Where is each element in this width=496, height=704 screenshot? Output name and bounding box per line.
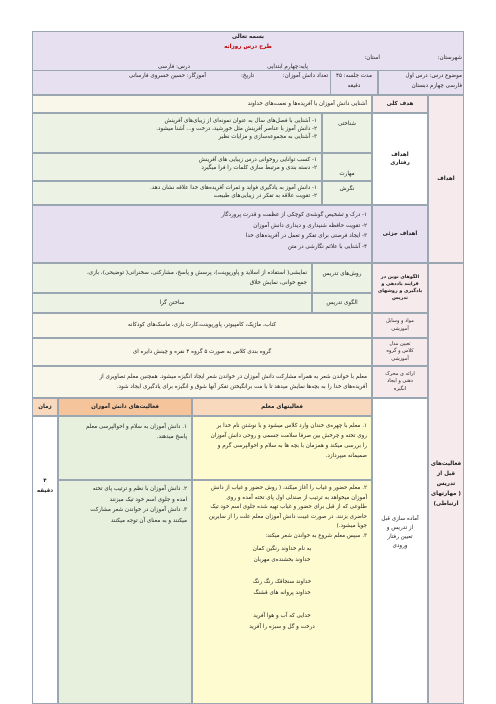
materials-label: مواد و وسایل آموزشی: [386, 318, 414, 332]
student-activity-2: ۲. دانش آموزان با نظم و ترتیب پای تخته امده و جلوی اسم خود تیک میزنند ۳. دانش آموزان در خواندن شعر مشارکت میکنند و به معنای آن توجه میکنند: [90, 486, 187, 524]
time-header: [32, 398, 58, 416]
goals-section-label: [428, 95, 464, 263]
partial-goals-label: [372, 205, 428, 263]
overall-goal-label: [372, 95, 428, 113]
overall-goal-text: آشنایی دانش آموزان با آفریده‌ها و نعمت‌های خداوند: [247, 100, 367, 107]
motivation-cell: [32, 366, 372, 398]
materials-cell: [32, 313, 372, 338]
methods-label: روش‌های تدریس: [322, 271, 362, 277]
attitude-label-cell: [322, 181, 372, 205]
skill-text: ۱- کسب توانایی روخوانی درس زیبایی های آفرینش ۲- دسته بندی و مرتبط سازی کلمات را فرا میگیرد: [198, 157, 317, 172]
skill-cell: [32, 153, 322, 181]
materials-text: کتاب، ماژیک، کامپیوتر، پاورپوینت،کارت بازی، ماسک‌های کودکانه: [127, 322, 277, 329]
teacher-activity-1: ۱. معلم با چهره‌ی خندان وارد کلاس میشود و با نوشتن نام خدا بر روی تخته و چرخش بین صرفا سلامت جسمی و روحی دانش آموزان را بررسی میکند و همزمان با بچه ها به سلام و احوالپرسی گرم و صمیمانه میپردازد.: [210, 423, 367, 459]
teacher-activity-2-cell: [192, 480, 372, 704]
modern-patterns-label: [372, 263, 428, 313]
activities-section-label: [428, 263, 464, 704]
modern-patterns-text: الگوهای نوین در فرایند یاددهی و یادگیری و روشهای تدریس: [377, 275, 423, 301]
attitude-text: ۱- دانش آموز به یادگیری فواید و ثمرات آفریده‌های خدا علاقه نشان دهد. ۲- تقویت علاقه به تفکر در زیبایی‌های طبیعت: [150, 185, 317, 200]
methods-cell: [32, 263, 312, 293]
methods-text: نمایشی( استفاده از اسلاید و پاورپوینت)، پرسش و پاسخ، مشارکتی، سخنرانی( توضیحی)، بازی، جمع خوانی، نمایش خلاق: [86, 270, 307, 286]
motivation-label-cell: [372, 366, 428, 398]
student-activity-1: ۱. دانش آموزان به سلام و احوالپرسی معلم پاسخ میدهند.: [85, 424, 187, 440]
teacher-activity-2: ۲. معلم حضور و غیاب را آغاز میکند، ( روش حضور و غیاب از دانش آموزان میخواهد به ترتیب از صندلی اول پای تخته آمده و روی طلوعی که از قبل برای حضور و غیاب تهیه شده جلوی اسم خود تیک حاضری بزنند. در صورت غیبت دانش آموزان معلم علت را از سایرین جویا میشود.) ۳. سپس معلم شروع به خواندن شعر میکند:: [209, 485, 367, 539]
readiness-column: [372, 398, 428, 704]
duration-field-2: دقیقه: [347, 83, 361, 89]
time-header-text: زمان: [38, 403, 52, 410]
cognitive-label-cell: [322, 113, 372, 153]
teacher-activities-header: [192, 398, 372, 416]
teaching-model-label-cell: [312, 293, 372, 313]
topic-field-2: فارسی چهارم دبستان: [411, 83, 462, 89]
class-model-label: تعیین مدل کلاس و گروه آموزشی: [386, 340, 414, 362]
attitude-label: نگرش: [339, 186, 355, 192]
topic-field: موضوع درس: درس اول: [405, 73, 462, 79]
date-field: تاریخ:: [240, 73, 254, 79]
teaching-model-cell: [32, 293, 312, 313]
overall-goal-cell: [32, 95, 372, 113]
methods-label-cell: [312, 263, 372, 293]
attitude-cell: [32, 181, 322, 205]
partial-goals-label-text: اهداف جزئی: [382, 230, 418, 237]
teacher-activity-1-cell: [192, 416, 372, 480]
partial-goals-cell: [32, 205, 372, 263]
subject-field: درس: فارسی: [157, 64, 190, 70]
overall-goal-label-text: هدف کلی: [386, 100, 414, 107]
skill-label-cell: [322, 153, 372, 181]
motivation-text: معلم با خواندن شعر به همراه مشارکت دانش آموزان در خواندن شعر ایجاد انگیزه میشود. همچنین معلم تصاویری از آفریده‌های خدا را به بچه‌ها نمایش میدهد تا با مت برانگیختن تفکر آنها شوق و انگیزه برای یادگیری ایجاد شود.: [99, 374, 367, 390]
partial-goals-text: ۱- درک و تشخیص گوشه‌ی کوچکی از عظمت و قدرت پروردگار ۲- تقویت حافظه شنیداری و دیداری دانش آموزان ۳- ایجاد فرصتی برای تفکر و تعمل در آفریده‌های خدا ۴- آشنایی با علائم نگارشی در متن: [221, 212, 367, 250]
cognitive-cell: [32, 113, 322, 153]
teaching-model-text: ساختن گرا: [159, 299, 185, 306]
student-count-field: تعداد دانش آموزان:: [282, 73, 328, 79]
city-field: شهرستان:: [437, 55, 462, 61]
behavioral-goals-label-text: اهداف رفتاری: [390, 151, 410, 166]
plan-title: طرح درس روزانه: [224, 44, 272, 50]
motivation-label: ارائه ی محرک ذهنی و ایجاد انگیزه: [385, 370, 415, 392]
skill-label: مهارت: [339, 171, 355, 177]
poem-text: به نام خداوند رنگین کمان خداوند بخشنده‌ی مهربان خداوند سنجاقک رنگ رنگ خداوند پروانه های قشنگ خدایی که آب و هوا آفرید درخت و گل و سبزه را آفرید: [249, 545, 315, 630]
teaching-model-label: الگوی تدریس: [326, 299, 358, 306]
readiness-label: آماده سازی قبل از تدریس و تعیین رفتار ورودی: [381, 516, 419, 549]
materials-label-cell: [372, 313, 428, 338]
teacher-field: آموزگار: حسین خسروی فارسانی: [128, 73, 206, 79]
time-value: ۴ دقیقه: [36, 478, 54, 494]
student-activity-1-cell: [58, 416, 192, 480]
time-cell: [32, 416, 58, 704]
class-model-text: گروه بندی کلاس به صورت ۵ گروه ۴ نفره و چینش دایره ای: [132, 348, 272, 355]
behavioral-goals-label: [372, 113, 428, 205]
duration-field: مدت جلسه: ۴۵: [336, 73, 372, 79]
student-activities-header-text: فعالیت‌های دانش آموزان: [91, 403, 159, 410]
student-activities-header: [58, 398, 192, 416]
basmala: بسمه تعالی: [231, 34, 264, 40]
province-field: استان:: [364, 55, 380, 61]
activities-label-text: فعالیت‌های قبل از تدریس ( مهارتهای ارتباطی): [430, 460, 462, 507]
teacher-activities-header-text: فعالیتهای معلم: [261, 403, 303, 410]
cognitive-label: شناختی: [338, 121, 356, 127]
student-activity-2-cell: [58, 480, 192, 704]
cognitive-text: ۱- آشنایی با فصل‌های سال به عنوان نمونه‌ای از زیبای‌های آفرینش ۲- دانش آموز با عناصر آفرینش مثل خورشید، درخت و... آشنا میشود. ۳- آشنایی به مجموعه‌سازی و مزایات نظیر: [156, 118, 317, 141]
class-model-cell: [32, 338, 372, 366]
grade-field: پایه:چهارم ابتدایی: [267, 64, 308, 70]
goals-label-text: اهداف: [437, 175, 455, 182]
class-model-label-cell: [372, 338, 428, 366]
